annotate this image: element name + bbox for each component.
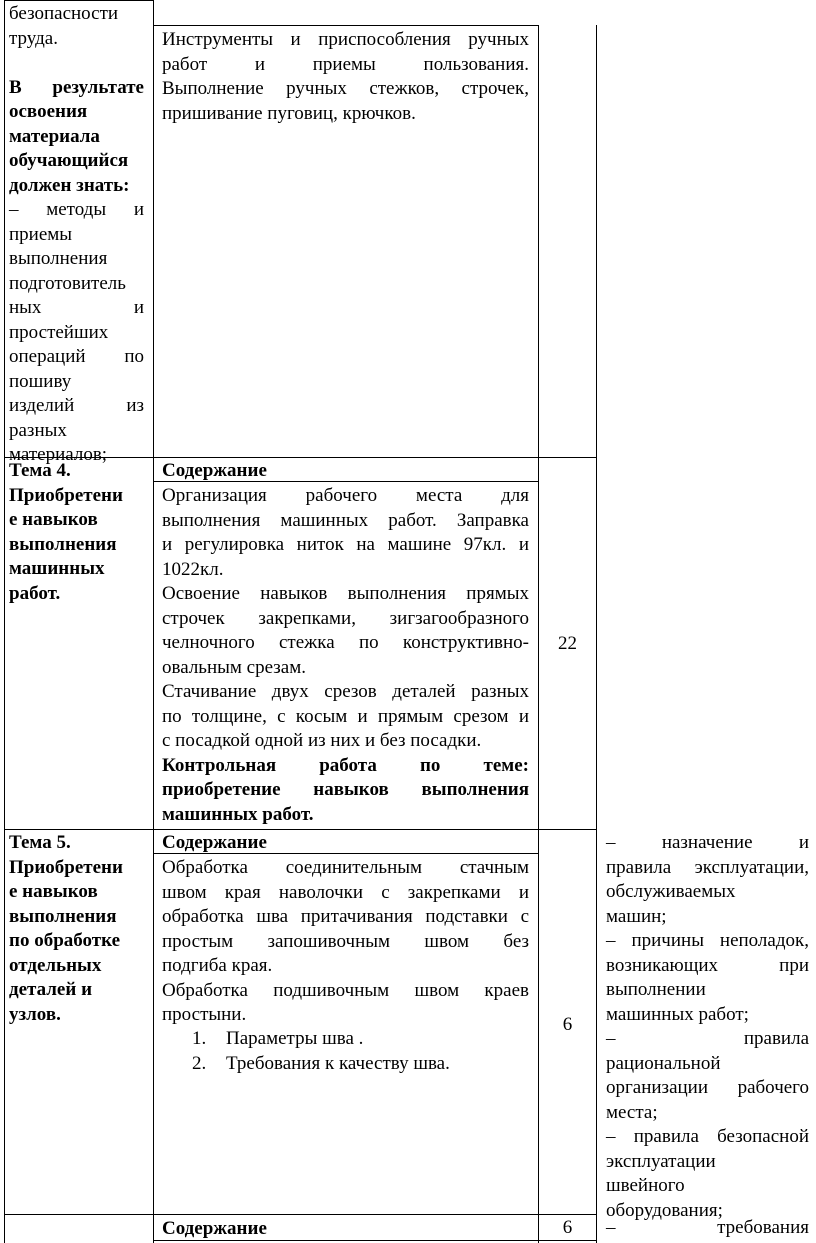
content-line: простыни.: [162, 1004, 247, 1025]
skills-cell: [606, 831, 809, 1223]
content-line: швом края наволочки с закрепками и: [162, 881, 529, 903]
outcome-line: материала: [9, 125, 100, 147]
topic-title-line: деталей и: [9, 979, 93, 1000]
content-line: Организация рабочего места для: [162, 485, 529, 506]
content-line: с посадкой одной из них и без посадки.: [162, 730, 482, 751]
column-divider-1: [153, 0, 154, 1243]
topic-title-line: по обработке: [9, 930, 121, 951]
topic-title-line: Приобретени: [9, 484, 123, 506]
skill-line: оборудования;: [606, 1199, 723, 1221]
content-line: приобретение навыков выполнения: [162, 779, 529, 800]
skill-line: – правила безопасной: [606, 1126, 809, 1147]
row-divider-bottom: [4, 1214, 597, 1215]
content-line: Выполнение ручных стежков, строчек,: [162, 78, 529, 99]
outcome-line: приемы: [9, 223, 73, 245]
topic-5-list: [162, 1027, 529, 1076]
list-item-number: 1.: [192, 1028, 207, 1049]
bottom-hours: 6: [562, 1217, 573, 1238]
content-line: 1022кл.: [162, 558, 224, 580]
outcome-line: обучающийся: [9, 150, 129, 171]
list-item-text: Параметры шва .: [226, 1028, 364, 1049]
outcome-line: В результате: [9, 76, 144, 98]
outcome-line: пошиву: [9, 370, 72, 392]
topic-5-title: [9, 831, 144, 1027]
topic-title-line: е навыков: [9, 881, 98, 902]
skill-line: – назначение и: [606, 832, 809, 853]
skill-line: рациональной: [606, 1052, 721, 1074]
content-line: по толщине, с косым и прямым срезом и: [162, 705, 529, 727]
content-line: машинных работ.: [162, 803, 314, 825]
topic-title-line: выполнения: [9, 533, 117, 555]
content-line: Освоение навыков выполнения прямых: [162, 583, 529, 604]
outcome-line: освоения: [9, 101, 88, 122]
outcome-line: выполнения: [9, 248, 108, 269]
topic-title-line: машинных: [9, 558, 105, 579]
skill-line: обслуживаемых: [606, 881, 736, 902]
topic-title-line: узлов.: [9, 1003, 61, 1025]
content-line: простым запошивочным швом без: [162, 930, 529, 952]
list-item: [162, 1027, 529, 1052]
outcome-line: должен знать:: [9, 174, 130, 196]
content-cell-top: [162, 28, 529, 126]
skill-line: организации рабочего: [606, 1077, 809, 1098]
skill-line: эксплуатации: [606, 1150, 716, 1172]
outcome-line: ных и: [9, 297, 144, 318]
content-line: и регулировка ниток на машине 97кл. и: [162, 534, 529, 555]
content-line: Инструменты и приспособления ручных: [162, 29, 529, 50]
topic-title-line: Тема 4.: [9, 460, 71, 481]
topic-5-content-header: Содержание: [162, 832, 267, 853]
outcome-line: простейших: [9, 321, 109, 343]
list-item-number: 2.: [192, 1052, 207, 1074]
topic-title-line: Тема 5.: [9, 832, 71, 853]
table-border-left: [4, 0, 5, 1243]
content-line: подгиба края.: [162, 955, 273, 976]
skill-line: выполнении: [606, 979, 706, 1000]
content-line: Контрольная работа по теме:: [162, 754, 529, 776]
topic-title-line: отдельных: [9, 954, 102, 976]
row-content-top: [153, 25, 539, 26]
content-line: челночного стежка по конструктивно-: [162, 632, 529, 653]
topic-title-line: Приобретени: [9, 856, 123, 878]
outcome-line: разных: [9, 419, 67, 441]
bottom-content-header: Содержание: [162, 1218, 267, 1239]
list-item: [162, 1052, 529, 1077]
outcome-line: материалов;: [9, 444, 108, 465]
skill-line: возникающих при: [606, 954, 809, 976]
outcome-line: подготовитель: [9, 272, 126, 294]
skill-line: – правила: [606, 1028, 809, 1049]
topic-4-content-header: Содержание: [162, 460, 267, 481]
outcome-line: – методы и: [9, 199, 144, 220]
topic-5-hours: 6: [562, 1014, 573, 1035]
outcome-line: изделий из: [9, 395, 144, 416]
outcome-line: труда.: [9, 27, 58, 49]
outcome-line: операций по: [9, 346, 144, 367]
row-top-divider: [4, 0, 154, 1]
outcome-line: [9, 51, 144, 76]
topic-4-title: [9, 459, 144, 606]
skill-line: правила эксплуатации,: [606, 856, 809, 878]
outcome-line: безопасности: [9, 3, 119, 24]
content-line: обработка шва притачивания подставки с: [162, 906, 529, 927]
content-line: Стачивание двух срезов деталей разных: [162, 681, 529, 702]
content-line: работ и приемы пользования.: [162, 53, 529, 75]
topic-title-line: работ.: [9, 582, 61, 604]
list-item-text: Требования к качеству шва.: [226, 1052, 450, 1074]
topic-4-hours: 22: [558, 633, 577, 654]
topic-4-content: [162, 484, 529, 827]
skill-line: – причины неполадок,: [606, 930, 809, 951]
content-line: Обработка подшивочным швом краев: [162, 979, 529, 1001]
learning-outcomes-cell: [9, 2, 144, 468]
content-line: выполнения машинных работ. Заправка: [162, 509, 529, 531]
bottom-skills-line: – требования: [606, 1217, 809, 1238]
skill-line: места;: [606, 1101, 658, 1123]
topic-title-line: е навыков: [9, 509, 98, 530]
content-line: строчек закрепками, зигзагообразного: [162, 607, 529, 629]
column-divider-3: [596, 25, 597, 1243]
topic-5-content: [162, 856, 529, 1028]
topic-title-line: выполнения: [9, 905, 117, 927]
skill-line: машинных работ;: [606, 1003, 749, 1025]
skill-line: машин;: [606, 905, 667, 927]
row-divider-topic5: [4, 829, 597, 830]
skill-line: швейного: [606, 1175, 685, 1196]
content-line: Обработка соединительным стачным: [162, 857, 529, 878]
content-line: овальным срезам.: [162, 656, 306, 678]
content-line: пришивание пуговиц, крючков.: [162, 102, 416, 124]
